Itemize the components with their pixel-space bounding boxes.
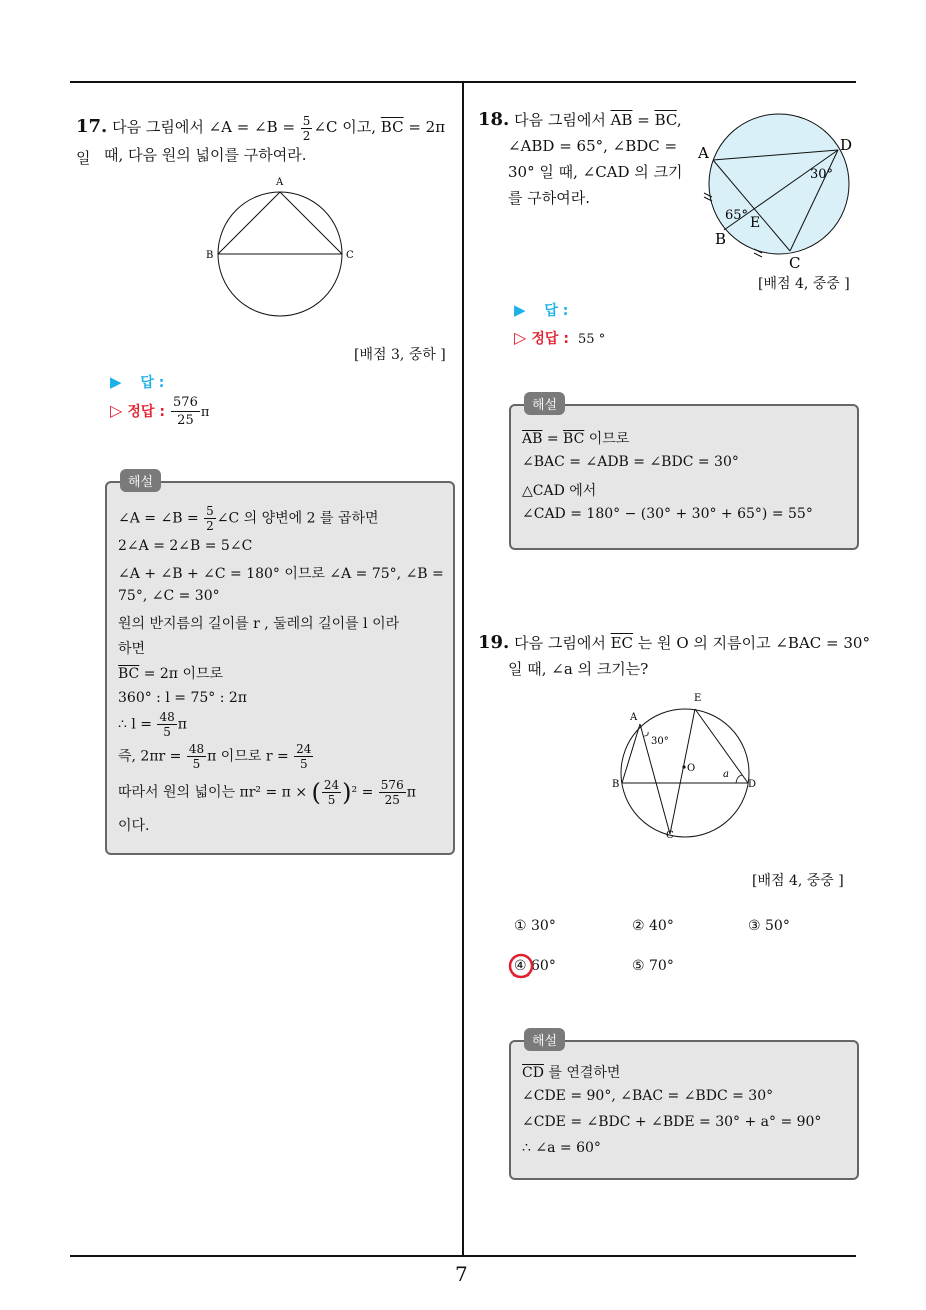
play-icon: ▶ bbox=[110, 373, 122, 391]
q17-sol-line12: 이다. bbox=[118, 818, 150, 834]
q19-figure bbox=[610, 690, 760, 840]
choice-4[interactable]: ④ 60° bbox=[514, 958, 556, 974]
q17-sol-line9: ∴ l = $\frac{48}{5}$ π bbox=[118, 710, 187, 739]
angle-65: 65° bbox=[725, 208, 749, 223]
q18-solution-box bbox=[509, 404, 859, 550]
q17-text: 17. 다음 그림에서 ∠A = ∠B = $\frac{5}{2}$ ∠C 이고, $\overline{BC} = 2\pi$ 일 bbox=[76, 113, 446, 167]
label-c: C bbox=[666, 830, 674, 840]
label-e: E bbox=[750, 215, 761, 231]
q17-meta: [배점 3, 중하 ] bbox=[354, 347, 446, 363]
q17-sol-line10: 즉, 2πr = $\frac{48}{5}$ π 이므로 r = $\frac{24}{5}$ bbox=[118, 742, 312, 771]
answer-mark-circle-icon bbox=[507, 952, 537, 982]
label-d: D bbox=[748, 779, 757, 790]
q19-number: 19. bbox=[478, 632, 510, 653]
q17-sol-line8: 360° : l = 75° : 2π bbox=[118, 690, 247, 706]
q19-solution-box bbox=[509, 1040, 859, 1180]
q17-sol-line1: ∠A = ∠B = $\frac{5}{2}$ ∠C 의 양변에 2 를 곱하면 bbox=[118, 504, 379, 533]
q18-text-line4: 를 구하여라. bbox=[508, 189, 590, 207]
label-c: C bbox=[789, 254, 801, 268]
q18-correct-value: 55 ° bbox=[578, 332, 606, 347]
q17-correct-row: ▷ 정답 : $\frac{576}{25}$ π bbox=[110, 395, 210, 428]
q17-sol-line5: 원의 반지름의 길이를 r , 둘레의 길이를 l 이라 bbox=[118, 616, 400, 632]
q19-sol-line4: ∴ ∠a = 60° bbox=[522, 1140, 601, 1156]
q18-text-line3: 30° 일 때, ∠CAD 의 크기 bbox=[508, 163, 683, 181]
q17-text-line2: 때, 다음 원의 넓이를 구하여라. bbox=[104, 146, 307, 164]
page-number: 7 bbox=[455, 1262, 468, 1286]
q18-solution-tag: 해설 bbox=[524, 392, 565, 415]
angle-30: 30° bbox=[651, 736, 669, 747]
q19-solution-tag: 해설 bbox=[524, 1028, 565, 1051]
q18-text-line2: ∠ABD = 65°, ∠BDC = bbox=[508, 137, 678, 155]
q17-number: 17. bbox=[76, 116, 108, 137]
label-o: O bbox=[687, 763, 696, 774]
q18-figure bbox=[694, 108, 860, 268]
choice-1[interactable]: ① 30° bbox=[514, 918, 556, 934]
q18-answer-row: ▶ 답 : bbox=[514, 301, 569, 319]
q18-sol-line3: △CAD 에서 bbox=[522, 483, 597, 499]
q17-sol-line11: 따라서 원의 넓이는 πr² = π × ( $\frac{24}{5}$ )² = $\frac{576}{25}$ π bbox=[118, 778, 416, 807]
q19-sol-line3: ∠CDE = ∠BDC + ∠BDE = 30° + a° = 90° bbox=[522, 1114, 822, 1130]
bottom-rule bbox=[70, 1255, 856, 1257]
angle-alpha: a bbox=[723, 769, 729, 780]
q17-solution-tag: 해설 bbox=[120, 469, 161, 492]
label-a: A bbox=[698, 144, 709, 162]
arc-bc: $\overline{BC}$ bbox=[380, 118, 404, 136]
q17-sol-line7: $\overline{BC} = 2\pi$ 이므로 bbox=[118, 666, 224, 682]
q17-figure bbox=[200, 170, 360, 330]
q18-sol-line4: ∠CAD = 180° − (30° + 30° + 65°) = 55° bbox=[522, 506, 813, 522]
q19-sol-line1: $\overline{CD}$ 를 연결하면 bbox=[522, 1065, 621, 1081]
q19-sol-line2: ∠CDE = 90°, ∠BAC = ∠BDC = 30° bbox=[522, 1088, 774, 1104]
q17-sol-line2: 2∠A = 2∠B = 5∠C bbox=[118, 538, 253, 554]
label-a: A bbox=[276, 177, 284, 188]
play-icon: ▶ bbox=[514, 301, 526, 319]
label-d: D bbox=[840, 136, 853, 154]
q17-sol-line4: 75°, ∠C = 30° bbox=[118, 588, 220, 604]
choice-3[interactable]: ③ 50° bbox=[748, 918, 790, 934]
q17-correct-value: $\frac{576}{25}$ bbox=[173, 395, 198, 428]
q17-sol-line6: 하면 bbox=[118, 641, 146, 657]
q18-correct-row: ▷ 정답 : 55 ° bbox=[514, 328, 606, 347]
label-a: A bbox=[630, 712, 638, 723]
label-b: B bbox=[715, 230, 727, 248]
choice-5[interactable]: ⑤ 70° bbox=[632, 958, 674, 974]
triangle-right-icon: ▷ bbox=[110, 401, 123, 420]
choice-2[interactable]: ② 40° bbox=[632, 918, 674, 934]
q17-answer-row: ▶ 답 : bbox=[110, 373, 165, 391]
angle-30: 30° bbox=[810, 167, 834, 182]
q19-text: 19. 다음 그림에서 $\overline{EC}$ 는 원 O 의 지름이고 ∠BAC = 30° bbox=[478, 632, 870, 653]
q18-meta: [배점 4, 중중 ] bbox=[758, 276, 850, 292]
label-e: E bbox=[694, 693, 702, 704]
q17-sol-line3: ∠A + ∠B + ∠C = 180° 이므로 ∠A = 75°, ∠B = bbox=[118, 566, 444, 582]
q18-sol-line1: $\overline{AB} = \overline{BC}$ 이므로 bbox=[522, 431, 630, 447]
label-b: B bbox=[612, 779, 620, 790]
label-b: B bbox=[206, 250, 214, 261]
label-c: C bbox=[346, 250, 354, 261]
q19-text-line2: 일 때, ∠a 의 크기는? bbox=[508, 660, 649, 678]
triangle-right-icon: ▷ bbox=[514, 328, 527, 347]
q19-meta: [배점 4, 중중 ] bbox=[752, 873, 844, 889]
q18-number: 18. bbox=[478, 109, 510, 130]
q18-text: 18. 다음 그림에서 $\overline{AB} = \overline{BC}$, bbox=[478, 109, 682, 130]
column-divider bbox=[462, 81, 464, 1257]
q18-sol-line2: ∠BAC = ∠ADB = ∠BDC = 30° bbox=[522, 454, 739, 470]
